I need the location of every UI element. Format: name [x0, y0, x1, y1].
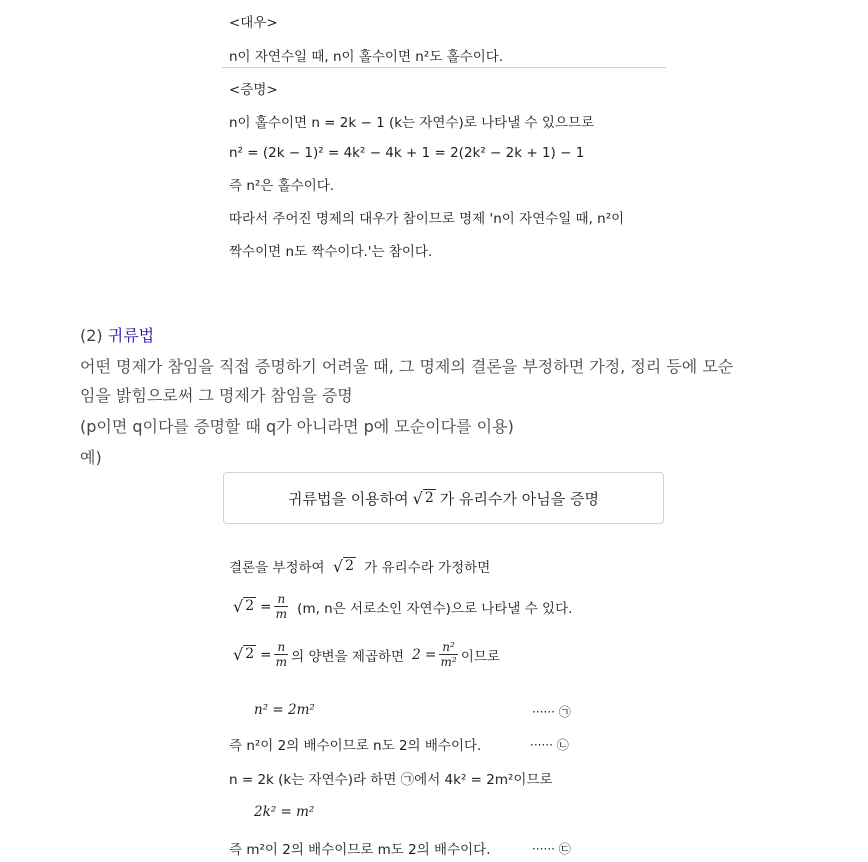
proof2-line-3: √ 2 = $\frac{n}{m}$ 의 양변을 제곱하면 2 = $\frac{\text{n²}}{\text{m²}}$ 이므로: [233, 640, 500, 669]
radicand: 2: [424, 489, 434, 506]
p2-l3-eq: 2 =: [412, 646, 437, 663]
contrapositive-heading: <대우>: [229, 15, 278, 31]
proof-line-5: 짝수이면 n도 짝수이다.'는 참이다.: [229, 244, 433, 260]
section-desc-2: 임을 밝힘으로써 그 명제가 참임을 증명: [80, 386, 353, 405]
section-desc-1: 어떤 명제가 참임을 직접 증명하기 어려울 때, 그 명제의 결론을 부정하면 가정, 정리 등에 모순: [80, 357, 734, 376]
equation-2: 2k² = m²: [254, 804, 315, 820]
divider: [222, 67, 666, 68]
proof-line-3: 즉 n²은 홀수이다.: [229, 178, 335, 194]
proof2-line-2: √ 2 = $\frac{n}{m}$ (m, n은 서로소인 자연수)으로 나타낼 수 있다.: [233, 592, 573, 621]
sqrt-expression: √ 2: [412, 488, 434, 508]
p2-l3-tail: 이므로: [460, 648, 500, 665]
sqrt-expression: √ 2: [233, 597, 255, 616]
p2-l2-tail: (m, n은 서로소인 자연수)으로 나타낼 수 있다.: [297, 600, 573, 617]
section-number: (2): [80, 326, 103, 345]
sqrt-expression: √ 2: [332, 557, 354, 576]
section-desc-3: (p이면 q이다를 증명할 때 q가 아니라면 p에 모순이다를 이용): [80, 417, 514, 436]
example-label: 예): [80, 448, 102, 467]
p2-l1-b: 가 유리수라 가정하면: [364, 560, 491, 576]
fraction: $\frac{n}{m}$: [275, 640, 287, 669]
sqrt-expression: √ 2: [233, 645, 255, 664]
p2-l3-mid: 의 양변을 제곱하면: [291, 648, 405, 665]
section-title-link[interactable]: 귀류법: [107, 326, 155, 345]
box-suffix: 가 유리수가 아님을 증명: [439, 489, 600, 508]
contrapositive-statement: n이 자연수일 때, n이 홀수이면 n²도 홀수이다.: [229, 49, 504, 65]
fraction: $\frac{n}{m}$: [275, 592, 287, 621]
proof-line-1: n이 홀수이면 n = 2k − 1 (k는 자연수)로 나타낼 수 있으므로: [229, 115, 595, 131]
p2-l1-a: 결론을 부정하여: [229, 560, 325, 576]
proof2-line-5: 즉 n²이 2의 배수이므로 n도 2의 배수이다.: [229, 738, 482, 754]
proof-heading: <증명>: [229, 82, 278, 98]
marker-1: ······ ㉠: [532, 705, 571, 719]
proof-line-2: n² = (2k − 1)² = 4k² − 4k + 1 = 2(2k² − 2k + 1) − 1: [229, 145, 585, 161]
section-heading: [80, 323, 154, 346]
proof-title-box: [223, 472, 664, 524]
box-prefix: 귀류법을 이용하여: [287, 489, 409, 508]
proof2-line-8: 즉 m²이 2의 배수이므로 m도 2의 배수이다.: [229, 842, 491, 858]
proof2-line-1: [229, 556, 490, 576]
marker-3: ······ ㉢: [532, 842, 571, 856]
marker-2: ······ ㉡: [530, 738, 569, 752]
proof-line-4: 따라서 주어진 명제의 대우가 참이므로 명제 'n이 자연수일 때, n²이: [229, 211, 625, 227]
fraction-squared: $\frac{\text{n²}}{\text{m²}}$: [440, 640, 457, 669]
proof2-line-6: n = 2k (k는 자연수)라 하면 ㉠에서 4k² = 2m²이므로: [229, 772, 553, 788]
equation-1: n² = 2m²: [254, 702, 315, 718]
